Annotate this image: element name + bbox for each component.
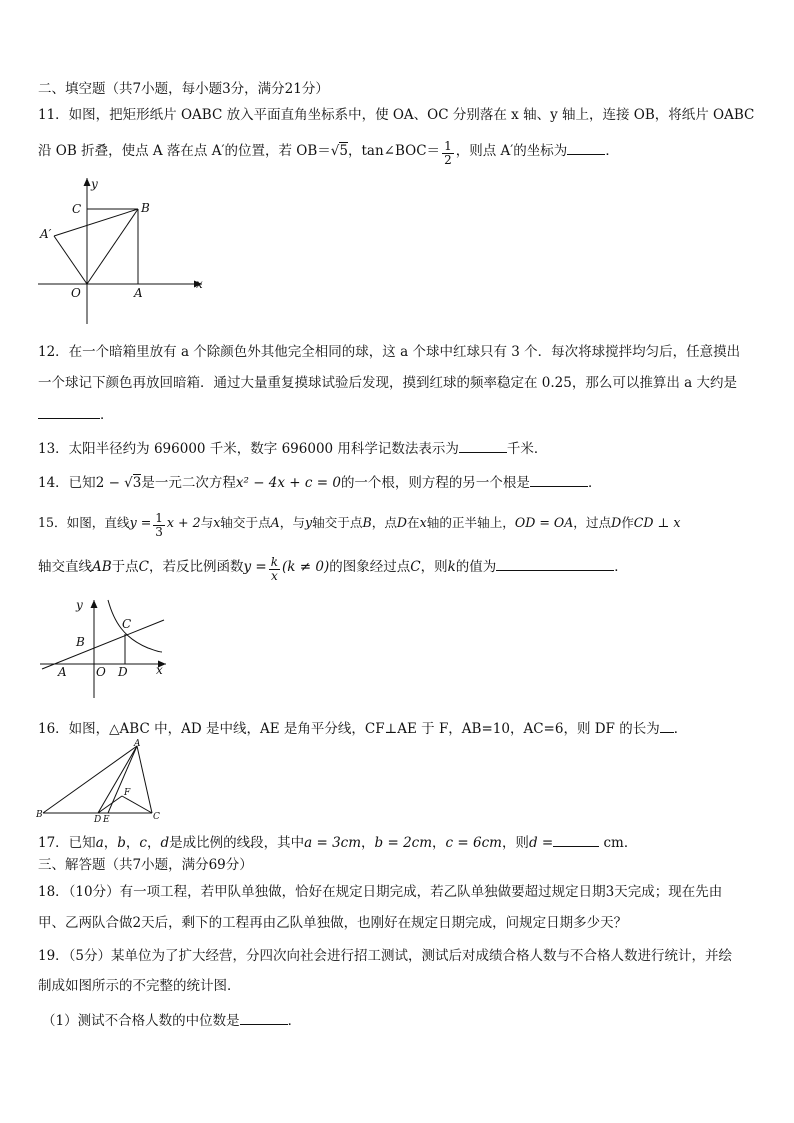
q17-sep-2: ， (125, 835, 140, 851)
q17-a-val: a = 3cm (304, 835, 362, 851)
q11-line-2 (38, 140, 619, 167)
q16-label-A: A (134, 739, 141, 749)
q15-od-eq: OD = OA (514, 515, 574, 530)
q18-line-1: 18．（10分）有一项工程，若甲队单独做，恰好在规定日期完成，若乙队单独做要超过规定日期3天完成；现在先由 (38, 884, 723, 900)
q12-line-3 (38, 404, 114, 424)
q15-text-e: 轴交于点 (312, 515, 363, 530)
q16-label-E: E (103, 815, 110, 825)
q17-b: b (117, 835, 126, 851)
q15-frac2-num: k (270, 555, 279, 569)
q16-text: 16．如图，△ABC 中，AD 是中线，AE 是角平分线，CF⊥AE 于 F，AB=10，AC=6，则 DF 的长为 (38, 721, 660, 737)
q19-line-1: 19．（5分）某单位为了扩大经营，分四次向社会进行招工测试，测试后对成绩合格人数与不合格人数进行统计，并绘 (38, 948, 733, 964)
q17-sep-5: ， (432, 835, 446, 851)
q15-label-D: D (118, 665, 128, 679)
q17-sep-4: ， (361, 835, 375, 851)
q15-point-D-2: D (611, 515, 622, 530)
q15-line2-d: 的图象经过点 (329, 559, 411, 575)
q15-y-eq: y = (129, 515, 152, 530)
q15-text-b: 与 (200, 515, 214, 530)
q15-cd-perp: CD ⊥ x (633, 515, 681, 530)
q15-y-eq-2: y = (243, 559, 267, 575)
sqrt-symbol: √ (124, 475, 133, 491)
q14-expr: 2 − (95, 475, 125, 491)
q15-y-arrow (91, 600, 98, 608)
q17-d-eq: d = (528, 835, 554, 851)
q11-line-1: 11．如图，把矩形纸片 OABC 放入平面直角坐标系中，使 OA、OC 分别落在 x 轴、y 轴上，连接 OB，将纸片 OABC (38, 107, 755, 123)
q12-answer-blank[interactable] (38, 404, 100, 419)
q15-frac-den: 3 (155, 525, 163, 539)
q15-label-O: O (96, 665, 106, 679)
q14-end: ． (587, 475, 602, 491)
q17-c: c (139, 835, 147, 851)
q19-sub1-text: （1）测试不合格人数的中位数是 (42, 1013, 240, 1029)
q17-sep-3: ， (146, 835, 161, 851)
q15-x-var-2: x (419, 515, 427, 530)
q15-expr-tail: x + 2 (166, 515, 201, 530)
q15-line-1 (38, 512, 680, 539)
q17-b-val: b = 2cm (374, 835, 433, 851)
q14-text-c: 的一个根，则方程的另一个根是 (340, 475, 530, 491)
q16-figure (36, 738, 171, 826)
q16-answer-blank[interactable] (660, 718, 674, 733)
q15-fraction (153, 512, 165, 539)
q15-frac-num: 1 (155, 511, 163, 525)
q17-sep-1: ， (103, 835, 118, 851)
q17-a: a (95, 835, 104, 851)
q15-point-C: C (138, 559, 150, 575)
q15-text-a: 15．如图，直线 (38, 515, 130, 530)
q16-label-B: B (36, 810, 43, 820)
q17-end: ． (623, 835, 638, 851)
q15-line-AB (42, 620, 164, 669)
q19-sub1-end: ． (287, 1013, 302, 1029)
q14-line (38, 472, 601, 492)
q15-point-A: A (270, 515, 280, 530)
q11-sqrt-radicand: 5 (339, 143, 348, 159)
q15-y-var: y (304, 515, 313, 530)
q15-cond: (k ≠ 0) (282, 559, 330, 575)
q16-seg-AC (137, 746, 152, 813)
q15-text-g: 在 (407, 515, 420, 530)
q14-answer-blank[interactable] (530, 472, 588, 487)
q15-point-D: D (396, 515, 408, 530)
q19-answer-blank[interactable] (240, 1010, 288, 1025)
q11-text-a: 沿 OB 折叠，使点 A 落在点 A′的位置，若 OB＝ (38, 143, 331, 159)
q19-sub-1 (42, 1010, 301, 1030)
q16-label-F: F (124, 788, 131, 798)
q15-seg-AB: AB (92, 559, 112, 575)
section-heading-solutions: 三、解答题（共7小题，满分69分） (38, 857, 253, 873)
section-heading-fill-in: 二、填空题（共7小题，每小题3分，满分21分） (38, 81, 329, 97)
q13-line (38, 438, 547, 458)
q17-answer-blank[interactable] (553, 832, 599, 847)
q11-label-B: B (141, 201, 150, 215)
q15-label-B: B (76, 635, 85, 649)
q15-line2-e: ，则 (420, 559, 448, 575)
q18-line-2: 甲、乙两队合做2天后，剩下的工程再由乙队单独做，也刚好在规定日期完成，问规定日期多少天？ (38, 915, 628, 931)
q11-label-x: x (196, 277, 203, 291)
q15-k: k (447, 559, 456, 575)
q15-text-j: 作 (621, 515, 634, 530)
q16-label-D: D (94, 815, 102, 825)
q15-label-A: A (58, 665, 67, 679)
q13-answer-blank[interactable] (459, 438, 507, 453)
q11-label-O: O (71, 286, 81, 300)
q11-label-A-prime: A′ (40, 227, 52, 241)
q15-hyperbola (108, 600, 162, 652)
q15-text-f: ，点 (371, 515, 397, 530)
q13-text-a: 13．太阳半径约为 696000 千米，数字 696000 用科学记数法表示为 (38, 441, 459, 457)
q11-label-A: A (134, 286, 143, 300)
q14-text-a: 14．已知 (38, 475, 96, 491)
q15-label-x: x (156, 663, 163, 677)
q15-text-d: ，与 (279, 515, 305, 530)
q15-line2-a: 轴交直线 (38, 559, 92, 575)
q11-answer-blank[interactable] (567, 140, 605, 155)
q17-d: d (160, 835, 170, 851)
q15-fraction-k (269, 556, 280, 583)
q19-line-2: 制成如图所示的不完整的统计图． (38, 978, 241, 994)
q14-equation: x² − 4x + c = 0 (235, 475, 341, 491)
q15-text-h: 轴的正半轴上， (426, 515, 515, 530)
q15-line2-f: 的值为 (455, 559, 497, 575)
q16-line (38, 718, 687, 738)
q14-text-b: 是一元二次方程 (141, 475, 236, 491)
q16-end: ． (673, 721, 688, 737)
q11-frac-num: 1 (444, 139, 452, 153)
q15-answer-blank[interactable] (496, 556, 614, 571)
q15-label-y: y (76, 598, 83, 612)
q11-fraction (442, 140, 454, 167)
q12-line-1: 12．在一个暗箱里放有 a 个除颜色外其他完全相同的球，这 a 个球中红球只有 3 个．每次将球搅拌均匀后，任意摸出 (38, 344, 741, 360)
q17-text-c: ，则 (501, 835, 529, 851)
q11-end: ． (605, 143, 619, 159)
q11-label-y: y (91, 177, 98, 191)
q11-text-c: ，则点 A′的坐标为 (455, 143, 568, 159)
q17-unit: cm (603, 835, 624, 851)
q17-c-val: c = 6cm (445, 835, 502, 851)
q15-x-var: x (213, 515, 221, 530)
q16-seg-DF (98, 796, 122, 813)
q12-end: ． (100, 407, 114, 423)
q16-label-C: C (153, 812, 160, 822)
q15-point-B: B (362, 515, 372, 530)
q12-line-2: 一个球记下颜色再放回暗箱．通过大量重复摸球试验后发现，摸到红球的频率稳定在 0.25，那么可以推算出 a 大约是 (38, 375, 737, 391)
q11-seg-A-prime-B (54, 209, 138, 236)
sqrt-symbol: √ (330, 143, 340, 159)
q14-sqrt-radicand: 3 (132, 475, 142, 491)
q16-seg-AD (98, 746, 137, 813)
q15-line-2 (38, 556, 628, 583)
q17-line (38, 832, 637, 852)
q11-seg-OA-prime (54, 236, 87, 284)
q17-text-a: 17．已知 (38, 835, 96, 851)
q15-end: ． (614, 559, 628, 575)
q11-text-b: ，tan∠BOC＝ (348, 143, 441, 159)
q15-frac2-den: x (271, 569, 278, 583)
q15-point-C-2: C (410, 559, 421, 575)
q13-text-b: 千米． (506, 441, 548, 457)
q15-text-i: ，过点 (573, 515, 612, 530)
q16-seg-CF (122, 796, 152, 813)
q17-text-b: 是成比例的线段，其中 (169, 835, 305, 851)
q11-frac-den: 2 (444, 153, 452, 167)
q15-text-c: 轴交于点 (220, 515, 271, 530)
q11-figure (34, 172, 209, 327)
q15-figure (36, 594, 176, 704)
q15-line2-c: ，若反比例函数 (149, 559, 244, 575)
q11-label-C: C (72, 202, 82, 216)
q11-seg-OB (87, 209, 138, 284)
q11-y-arrow (84, 178, 91, 186)
q15-label-C: C (122, 617, 132, 631)
q15-line2-b: 于点 (111, 559, 139, 575)
